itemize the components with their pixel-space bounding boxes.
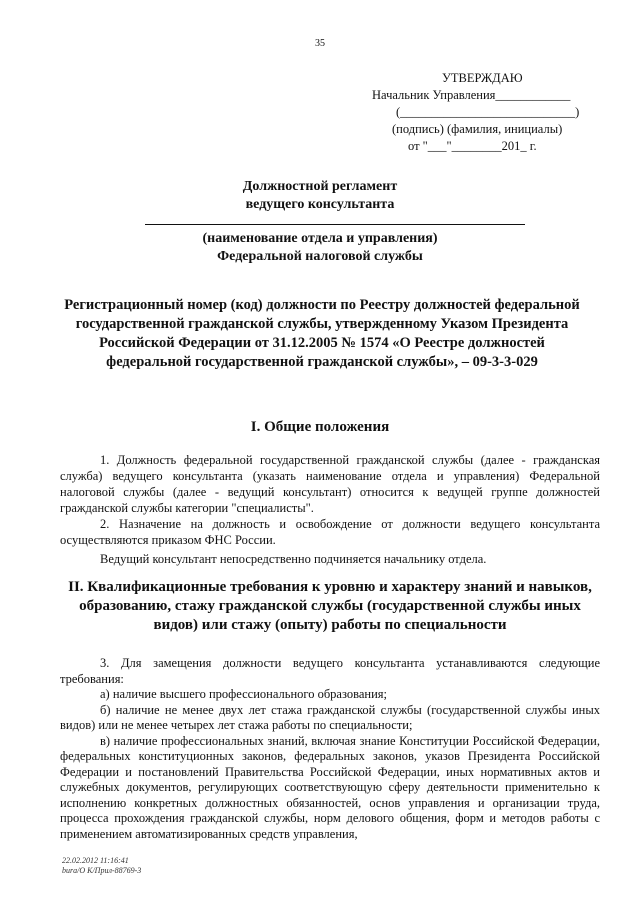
registration-number: Регистрационный номер (код) должности по Реестру должностей федеральной государственной гражданской службы, утвержденному Указом Президента Российской Федерации от 31.12.2005 № 1574 «О Реестре должностей федеральной государственной гражданской службы», – 09-3-3-029 xyxy=(64,297,580,370)
page-number: 35 xyxy=(315,38,325,49)
section-1-paragraph: 2. Назначение на должность и освобождение от должности ведущего консультанта осуществляются приказом ФНС России. xyxy=(60,517,600,547)
section-2-paragraph: а) наличие высшего профессионального образования; xyxy=(100,687,387,701)
title-line-1: Должностной регламент xyxy=(242,179,398,194)
approval-position: Начальник Управления____________ xyxy=(372,88,571,102)
department-name-rule xyxy=(145,224,525,225)
document-subtitle xyxy=(0,230,640,266)
approval-block xyxy=(372,70,602,155)
footer-stamp xyxy=(62,856,141,876)
subtitle-line-1: (наименование отдела и управления) xyxy=(202,231,438,246)
approval-signature-line: (____________________________) xyxy=(396,105,580,119)
document-title xyxy=(0,178,640,214)
section-1-paragraph: 1. Должность федеральной государственной гражданской службы (далее - гражданская служба) ведущего консультанта (указать наименование отдела и управления) Федеральной налоговой службы (далее - ведущий консультант) относится к ведущей группе должностей гражданской службы категории "специалисты". xyxy=(60,453,600,515)
section-1-heading: I. Общие положения xyxy=(250,419,390,435)
section-2-paragraph: б) наличие не менее двух лет стажа гражданской службы (государственной службы иных видов) или не менее четырех лет стажа работы по специальности; xyxy=(60,702,600,732)
subtitle-line-2: Федеральной налоговой службы xyxy=(217,249,423,264)
approval-signature-caption: (подпись) (фамилия, инициалы) xyxy=(392,122,563,136)
section-2-heading: II. Квалификационные требования к уровню и характеру знаний и навыков, образованию, стажу гражданской службы (государственной службы иных видов) или стажу (опыту) работы по специальности xyxy=(68,579,592,633)
section-1-paragraph: Ведущий консультант непосредственно подчиняется начальнику отдела. xyxy=(100,552,487,566)
section-2-paragraph: 3. Для замещения должности ведущего консультанта устанавливаются следующие требования: xyxy=(60,656,600,686)
footer-timestamp: 22.02.2012 11:16:41 xyxy=(62,856,129,865)
section-1-body xyxy=(60,452,600,567)
approval-heading: УТВЕРЖДАЮ xyxy=(442,71,523,85)
title-line-2: ведущего консультанта xyxy=(245,197,395,212)
section-2-paragraph: в) наличие профессиональных знаний, включая знание Конституции Российской Федерации, федеральных конституционных законов, федеральных законов, указов Президента Российской Федерации и постановлений Правительства Российской Федерации, иных нормативных актов и служебных документов, регулирующих соответствующую сферу деятельности применительно к исполнению конкретных должностных обязанностей, основ управления и организации труда, процесса прохождения гражданской службы, норм делового общения, форм и методов работы с применением автоматизированных средств управления, xyxy=(60,733,600,841)
approval-date: от "___"________201_ г. xyxy=(408,139,537,153)
section-2-body xyxy=(60,656,600,842)
footer-document-code: bura/O K/Прил-88769-3 xyxy=(62,866,142,875)
